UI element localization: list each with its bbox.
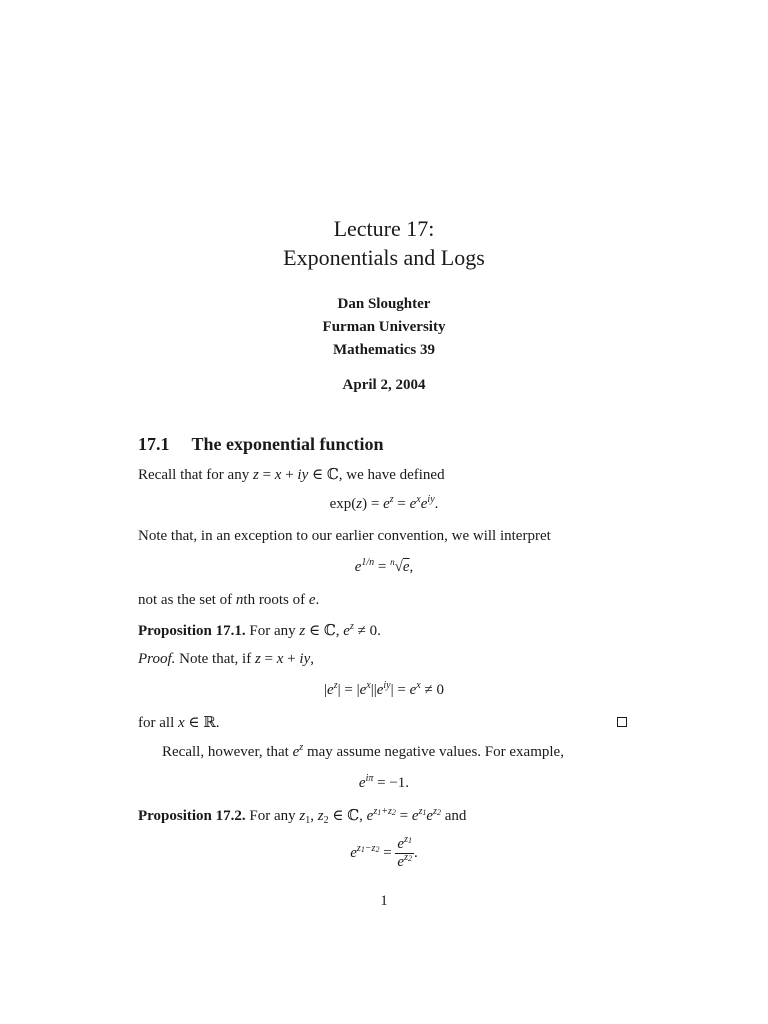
- for-all-line: for all x ∈ ℝ.: [138, 715, 220, 731]
- note-paragraph: Note that, in an exception to our earlier convention, we will interpret: [138, 528, 551, 544]
- section-heading: [138, 434, 384, 455]
- fraction: $\frac{e^{z_1}}{e^{z_2}}$: [397, 834, 412, 870]
- proposition-17-1: Proposition 17.1. For any z ∈ ℂ, $e^z \ne 0$.: [138, 621, 381, 639]
- date: April 2, 2004: [342, 377, 426, 393]
- equation-modulus: $|e^z| = |e^x||e^{iy}| = e^x \ne 0$: [324, 680, 444, 698]
- section-number: 17.1: [138, 434, 170, 454]
- proof-paragraph: Proof. Note that, if z = x + iy,: [138, 651, 314, 667]
- author: Dan Sloughter: [337, 296, 431, 312]
- institution: Furman University: [322, 319, 446, 335]
- qed-square-icon: [617, 717, 627, 727]
- recall-however-paragraph: Recall, however, that $e^z$ may assume negative values. For example,: [162, 742, 564, 760]
- equation-exp-definition: $\exp(z) = e^z = e^xe^{iy}$.: [329, 494, 439, 512]
- not-as-paragraph: not as the set of nth roots of e.: [138, 592, 320, 608]
- title-line-1: Lecture 17:: [333, 216, 435, 241]
- equation-nth-root: $e^{1/n} = ^n√e$,: [354, 557, 414, 575]
- equation-quotient: $e^{z_1-z_2}$ = $\frac{e^{z_1}}{e^{z_2}}$ .: [350, 834, 418, 870]
- course: Mathematics 39: [332, 342, 436, 358]
- title-line-2: Exponentials and Logs: [283, 245, 485, 270]
- recall-paragraph: Recall that for any z = x + iy ∈ ℂ, we have defined: [138, 467, 445, 483]
- proposition-17-2: Proposition 17.2. For any $z_1$, $z_2$ ∈ ℂ, $e^{z_1+z_2} = e^{z_1}e^{z_2}$ and: [138, 806, 467, 826]
- equation-e-i-pi: $e^{i\pi} = -1$.: [358, 773, 410, 791]
- section-title: The exponential function: [191, 434, 384, 454]
- page-number: 1: [380, 893, 388, 909]
